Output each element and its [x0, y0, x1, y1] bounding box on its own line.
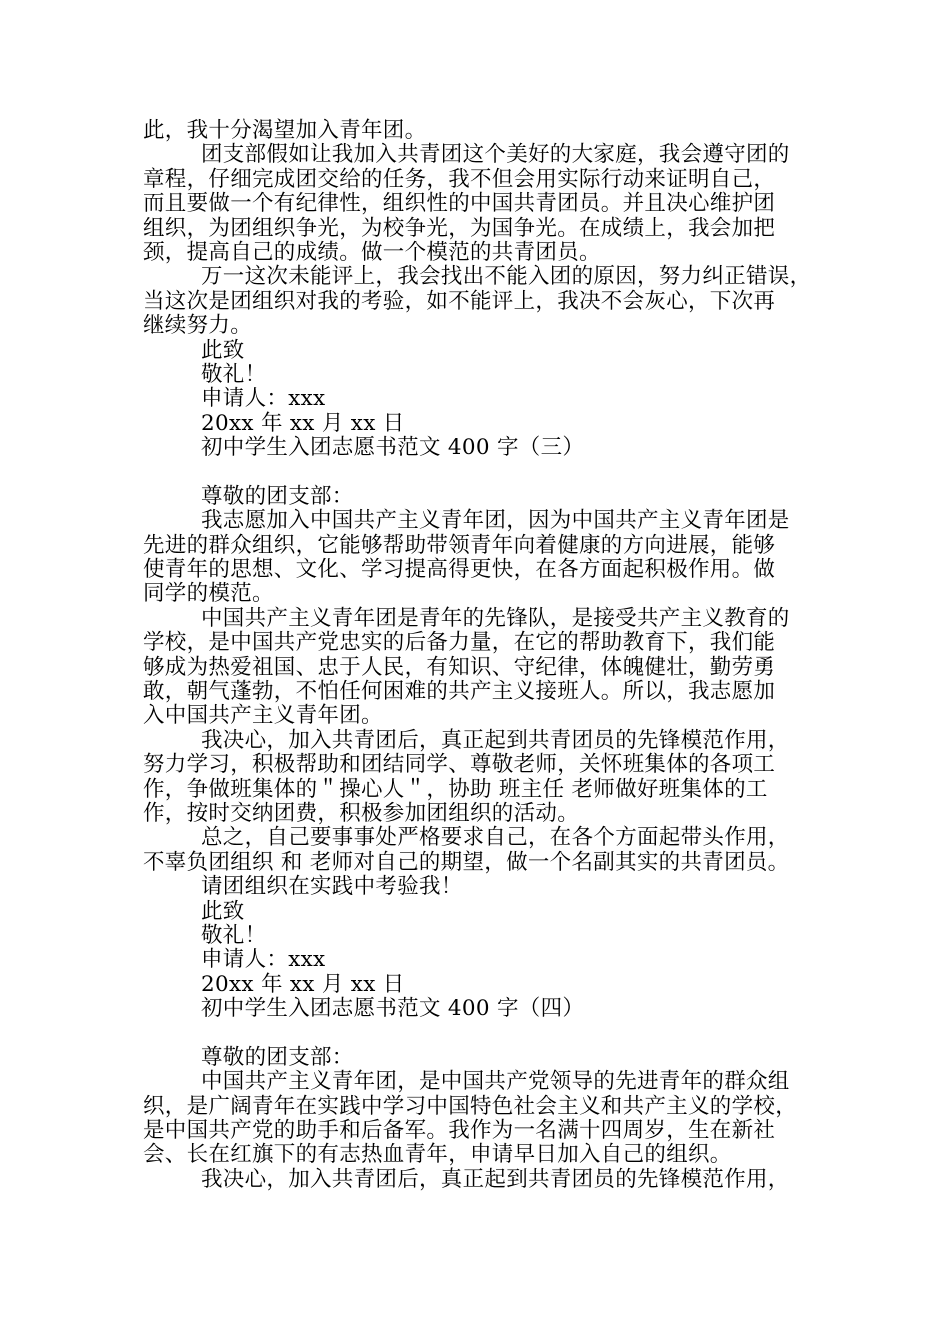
- text-line: 织，是广阔青年在实践中学习中国特色社会主义和共产主义的学校，: [143, 1093, 798, 1119]
- text-line: 是中国共产党的助手和后备军。我作为一名满十四周岁，生在新社: [143, 1118, 776, 1144]
- text-line: 请团组织在实践中考验我！: [201, 874, 463, 900]
- text-line: 继续努力。: [143, 313, 253, 339]
- text-line: 万一这次未能评上，我会找出不能入团的原因，努力纠正错误，: [201, 264, 812, 290]
- text-line: 组织，为团组织争光，为校争光，为国争光。在成绩上，我会加把: [143, 215, 776, 241]
- text-line: 尊敬的团支部：: [201, 483, 354, 509]
- text-line: 初中学生入团志愿书范文 400 字（三）: [201, 435, 585, 461]
- text-line: 20xx 年 xx 月 xx 日: [201, 410, 405, 436]
- document-body: [143, 119, 823, 1192]
- text-line: 敢，朝气蓬勃，不怕任何困难的共产主义接班人。所以，我志愿加: [143, 678, 776, 704]
- text-line: 此，我十分渴望加入青年团。: [143, 118, 427, 143]
- text-line: 我志愿加入中国共产主义青年团，因为中国共产主义青年团是: [201, 508, 790, 534]
- text-line: 此致: [201, 898, 245, 924]
- text-line: 而且要做一个有纪律性，组织性的中国共青团员。并且决心维护团: [143, 191, 776, 217]
- text-line: 申请人：xxx: [201, 386, 326, 412]
- text-line: 中国共产主义青年团是青年的先锋队，是接受共产主义教育的: [201, 605, 790, 631]
- text-line: 同学的模范。: [143, 581, 274, 607]
- text-line: 入中国共产主义青年团。: [143, 703, 383, 729]
- text-line: 尊敬的团支部：: [201, 1044, 354, 1070]
- text-line: 章程，仔细完成团交给的任务，我不但会用实际行动来证明自己，: [143, 166, 776, 192]
- text-line: 作，按时交纳团费，积极参加团组织的活动。: [143, 800, 580, 826]
- text-line: 敬礼！: [201, 922, 267, 948]
- text-line: 此致: [201, 337, 245, 363]
- text-line: 使青年的思想、文化、学习提高得更快，在各方面起积极作用。做: [143, 557, 776, 583]
- text-line: 颈，提高自己的成绩。做一个模范的共青团员。: [143, 239, 601, 265]
- blank-line: [143, 460, 823, 484]
- text-line: 团支部假如让我加入共青团这个美好的大家庭，我会遵守团的: [201, 142, 790, 168]
- text-line: 作，争做班集体的＂操心人＂，协助 班主任 老师做好班集体的工: [143, 776, 768, 802]
- text-line: 总之，自己要事事处严格要求自己，在各个方面起带头作用，: [201, 825, 790, 851]
- text-line: 初中学生入团志愿书范文 400 字（四）: [201, 996, 585, 1022]
- text-line: 20xx 年 xx 月 xx 日: [201, 971, 405, 997]
- text-line: 会、长在红旗下的有志热血青年，申请早日加入自己的组织。: [143, 1142, 732, 1168]
- text-line: 中国共产主义青年团，是中国共产党领导的先进青年的群众组: [201, 1069, 790, 1095]
- text-line: 够成为热爱祖国、忠于人民，有知识、守纪律，体魄健壮，勤劳勇: [143, 654, 776, 680]
- text-line: 申请人：xxx: [201, 947, 326, 973]
- text-line: 不辜负团组织 和 老师对自己的期望，做一个名副其实的共青团员。: [143, 849, 790, 875]
- text-line: 我决心，加入共青团后，真正起到共青团员的先锋模范作用，: [201, 1166, 790, 1192]
- text-line: 先进的群众组织，它能够帮助带领青年向着健康的方向进展，能够: [143, 532, 776, 558]
- text-line: 敬礼！: [201, 361, 267, 387]
- text-line: 努力学习，积极帮助和团结同学、尊敬老师，关怀班集体的各项工: [143, 752, 776, 778]
- text-line: 当这次是团组织对我的考验，如不能评上，我决不会灰心，下次再: [143, 288, 776, 314]
- blank-line: [143, 1021, 823, 1045]
- text-line: 我决心，加入共青团后，真正起到共青团员的先锋模范作用，: [201, 727, 790, 753]
- text-line: 学校，是中国共产党忠实的后备力量，在它的帮助教育下，我们能: [143, 630, 776, 656]
